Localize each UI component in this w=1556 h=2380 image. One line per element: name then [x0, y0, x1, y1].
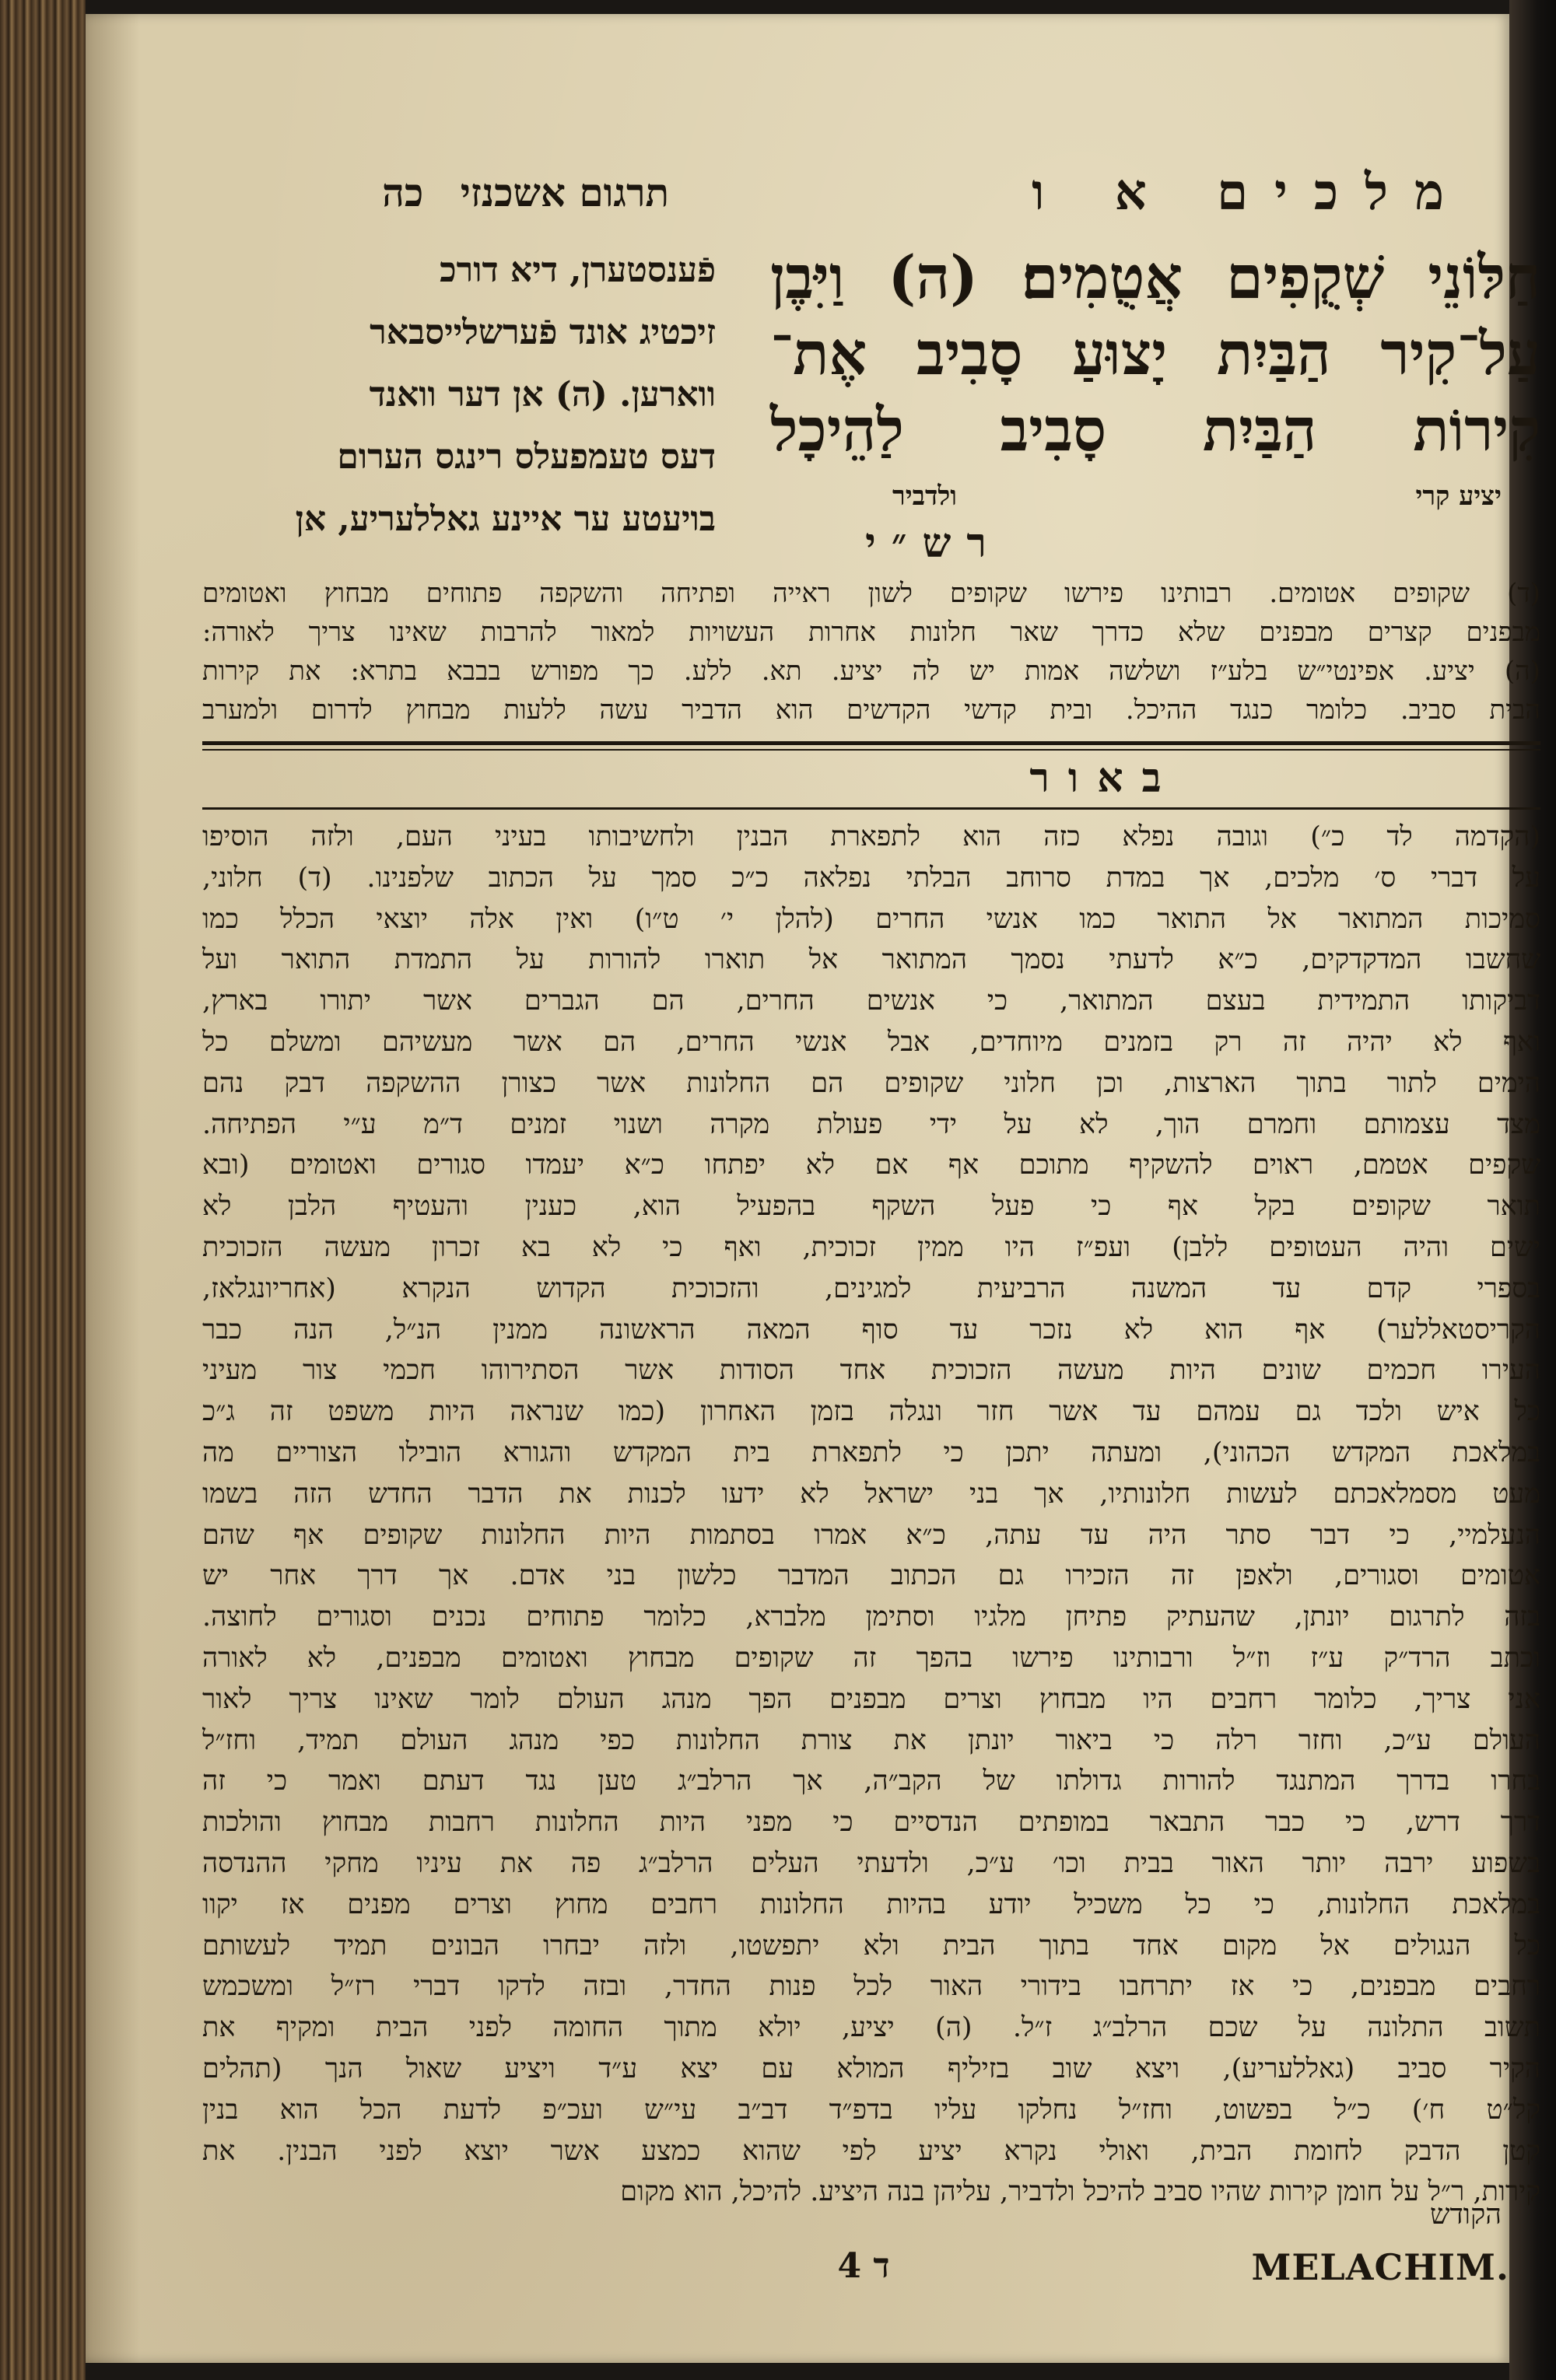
rashi-commentary [202, 574, 1540, 730]
biur-line: כל הנגולים אל מקום אחד בתוך הבית ולא יתפשטו, ולזה יבחרו הבונים תמיד לעשותם [202, 1930, 1540, 1962]
biur-line: קירות, ר״ל על חומן קירות שהיו סביב להיכל ולדביר, עליהן בנה היציע. להיכל, הוא מקום [620, 2176, 1540, 2208]
book-page [86, 14, 1540, 2363]
biur-line: דביקותו התמידית בעצם המתואר, כי אנשים החרים, הם הגברים אשר יתורו בארץ, [202, 985, 1540, 1017]
biur-heading: באור [1029, 754, 1180, 802]
biur-line: הקיר סביב (גאללעריע), ויצא שוב בזיליף המולא עם יצא ע״ד ויציע שאול הנך (תהלים [202, 2053, 1540, 2084]
biur-line: על דברי ס׳ מלכים, אך במדת סרוחב הבלתי נפלאה כ״כ סמך על הכתוב שלפנינו. (ד) חלוני, [202, 862, 1540, 894]
translation-line: זיכטיג אונד פֿערשלייסבאר [370, 313, 716, 352]
biur-line: שחשבו המדקדקים, כ״א לדעתי נסמך המתואר אל תוארו להורות על התמדת התואר ועל [202, 944, 1540, 976]
catchword: הקודש [1430, 2199, 1502, 2231]
biur-line: ואף לא יהיה זה רק בזמנים מיוחדים, אבל אנשי החרים, הם אשר מעשיהם ומשלם כל [202, 1026, 1540, 1058]
biur-line: תואר שקופים בקל אף כי פעל השקף בהפעיל הוא, כענין והעטיף הלבן לא [202, 1191, 1540, 1223]
rashi-line: (ד) שקופים אטומים. רבותינו פירשו שקופים לשון ראייה ופתיחה והשקפה פתוחים מבחוץ ואטומים [202, 578, 1540, 609]
signature-mark: ד 4 [837, 2246, 890, 2286]
biur-line: בזה לתרגום יונתן, שהעתיק פתיחן מלגיו וסתימן מלברא, כלומר פתוחים נכנים וסגורים לחוצה. [202, 1601, 1540, 1633]
biur-line: במלאכת המקדש הכהוני), ומעתה יתכן כי לתפארת בית המקדש והגורא הובילו הצוריים מה [202, 1437, 1540, 1468]
biur-line: (הקדמה לד כ״) וגובה נפלא כזה הוא לתפארת הבנין ולחשיבותו בעיני העם, ולזה הוסיפו [202, 821, 1540, 852]
biur-line: מעט מסמלאכתם לעשות חלונותיו, אך בני ישראל לא ידעו לכנות את הדבר החדש הזה בשמו [202, 1478, 1540, 1510]
biur-line: כל איש ולכד גם עמהם עד אשר חזר ונגלה בזמן האחרון (כמו שנראה היות משפט זה ג״כ [202, 1396, 1540, 1428]
biur-line: קטן הדבק לחומת הבית, ואולי נקרא יציע לפי שהוא כמצע אשר יוצא לפני הבנין. את [202, 2135, 1540, 2167]
page-header-book-title: מלכים א ו [1032, 163, 1470, 222]
biur-line: בחרו בדרך המתנגד להורות גדולתו של הקב״ה, אך הרלב״ג טען נגד דעתם ואמר כי זה [202, 1766, 1540, 1797]
biur-line: בספרי קדם עד המשנה הרביעית למגינים, והזכוכית הקדוש הנקרא (אחריונגלאז, [202, 1272, 1540, 1304]
biur-commentary [202, 817, 1540, 2213]
biur-line: סמיכות המתואר אל התואר כמו אנשי החרים (להלן י׳ ט״ו) ואין אלה יוצאי הכלל כמו [202, 903, 1540, 935]
translation-line: פֿענסטערן, דיא דורכ [440, 250, 716, 290]
main-text-line: חַלּוֹנֵי שְׁקֻפִים אֲטֻמִים׃ (ה) וַיִּבֶן [770, 243, 1540, 312]
section-divider [202, 741, 1540, 745]
page-header-translation [202, 170, 669, 215]
main-text-line: קִירוֹת הַבַּיִת סָבִיב לַהֵיכָל [770, 395, 1540, 464]
rashi-heading: רש״י [865, 520, 1002, 567]
biur-line: וכתב הרד״ק ע״ז וז״ל ורבותינו פירשו בהפך זה שקופים מבחוץ ואטומים מבפנים, לא לאורה [202, 1642, 1540, 1674]
kri-note: יציע קרי [1415, 481, 1502, 512]
biur-line: דרך דרש, כי כבר התבאר במופתים הנדסיים כי מפני היות החלונות רחבות מבחוץ והולכות [202, 1807, 1540, 1839]
biur-line: מצד עצמותם וחמרם הוך, לא על ידי פעולת מקרה ושנוי זמנים ד״מ ע״י הפתיחה. [202, 1108, 1540, 1140]
translation-title: תרגום אשכנזי [460, 170, 669, 215]
main-text-line: עַל־קִיר הַבַּיִת יָצוּעַ סָבִיב אֶת־ [770, 319, 1540, 388]
translation-line: ווארען. (ה) אן דער וואנד [369, 375, 716, 415]
translation-line: בויעטע ער איינע גאללעריע, אן [295, 499, 716, 539]
biur-line: במלאכת החלונות, כי כל משכיל יודע בהיות החלונות רחבים מחוץ וצרים מפנים אז יקוו [202, 1888, 1540, 1920]
biur-line: אני צריך, כלומר רחבים היו מבחוץ וצרים מבפנים הפך מנהג העולם לומר שאינו צריך לאור [202, 1683, 1540, 1715]
biur-line: העירו חכמים שונים היות מעשה הזכוכית אחד הסודות אשר הסתירוהו חכמי צור מעיני [202, 1355, 1540, 1387]
biur-divider [202, 807, 1540, 810]
book-spine [0, 0, 86, 2380]
page-number: כה [382, 170, 424, 215]
biur-line: תשוב התלונה על שכם הרלב״ג ז״ל. (ה) יציע, יולא מתוך החומה לפני הבית ומקיף את [202, 2012, 1540, 2044]
biur-line: הנעלמיי, כי דבר סתר היה עד עתה, כ״א אמרו בסתמות היות החלונות שקופים אף שהם [202, 1519, 1540, 1551]
biur-line: שקפים אטמם, ראוים להשקיף מתוכם אף אם לא יפתחו כ״א יעמדו סגורים ואטומים (ובא [202, 1150, 1540, 1181]
biur-line: קל״ט ח׳) כ״ל בפשוט, וחז״ל נחלקו עליו בדפ״ד דב״ב עי״ש ועכ״פ לדעת הכל הוא בנין [202, 2094, 1540, 2126]
kri-note-secondary: ולדביר [892, 481, 957, 512]
biur-line: הימים לתור בתוך הארצות, וכן חלוני שקופים הם החלונות אשר כצורן ההשקפה דבק נהם [202, 1067, 1540, 1099]
main-biblical-text [770, 240, 1540, 468]
section-divider-thin [202, 749, 1540, 751]
biur-line: אטומים וסגורים, ולאפן זה הזכירו גם הכתוב המדבר כלשון בני אדם. אך דרך אחר יש [202, 1560, 1540, 1592]
biur-line: הקריסטאללער) אף הוא לא נזכר עד סוף המאה הראשונה ממנין הנ״ל, הנה כבר [202, 1314, 1540, 1346]
translation-line: דעס טעמפעלס רינגס הערום [337, 437, 716, 477]
running-title: MELACHIM. [1251, 2246, 1509, 2288]
rashi-line: (ה) יציע. אפינטי״ש בלע״ז ושלשה אמות יש לה יציע. תא. ללע. כך מפורש בבבא בתרא: את קירות [202, 656, 1540, 687]
biur-line: רחבים מבפנים, כי אז יתרחבו בידורי האור לכל פנות החדר, ובזה לדקו דברי רז״ל ומשכמש [202, 1971, 1540, 2003]
rashi-line: הבית סביב. כלומר כנגד ההיכל. ובית קדשי הקדשים הוא הדביר עשה ללעות מבחוץ לדרום ולמערב [202, 695, 1540, 726]
rashi-line: מבפנים קצרים מבפנים שלא כדרך שאר חלונות אחרות העשויות למאור להרבות שאינו צריך לאורה: [202, 617, 1540, 648]
biur-line: העולם ע״כ, וחזר רלה כי ביאור יונתן את צורת החלונות כפי מנהג העולם תמיד, וחז״ל [202, 1724, 1540, 1756]
yiddish-translation-column [202, 240, 716, 551]
biur-line: בשפוע ירבה יותר האור בבית וכו׳ ע״כ, ולדעתי העלים הרלב״ג פה את עיניו מחקי ההנדסה [202, 1847, 1540, 1879]
biur-line: ישים והיה העטופים ללבן) ועפ״ז היו ממין זכוכית, ואף כי לא בא זכרון מעשה הזכוכית [202, 1231, 1540, 1263]
